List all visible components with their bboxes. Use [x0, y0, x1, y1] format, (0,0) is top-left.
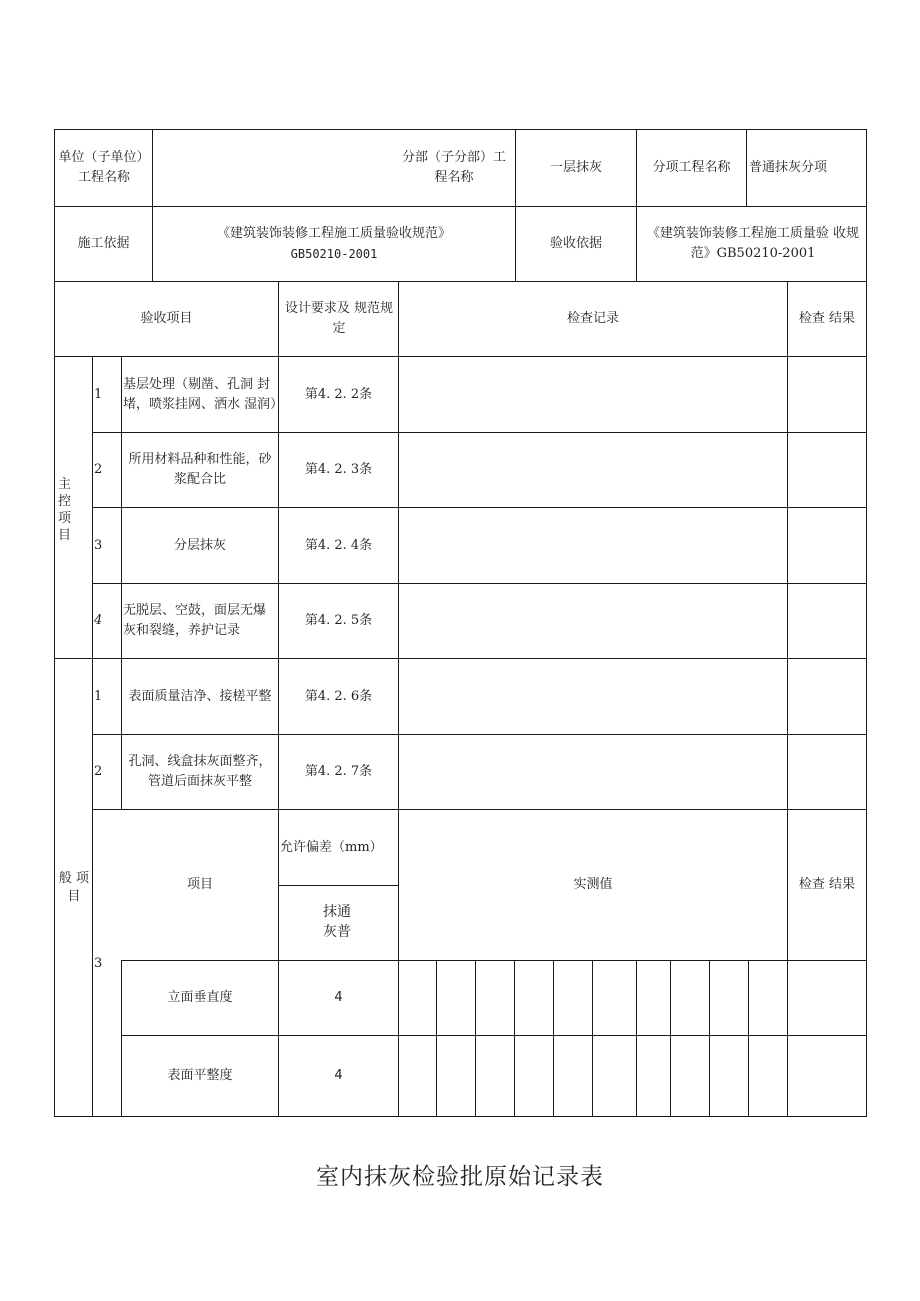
division-project-name-value: 一层抹灰: [549, 160, 602, 175]
measure-item-name: 立面垂直度: [167, 990, 233, 1005]
general-row-number: 3: [94, 956, 103, 971]
unit-project-name-label: 单位（子单位） 工程名称: [58, 150, 150, 185]
general-row-number: 2: [94, 764, 103, 779]
plaster-type-header: 抹通灰普: [323, 904, 351, 940]
tolerance-header: 允许偏差（mm）: [280, 839, 383, 855]
main-control-row-number: 3: [94, 537, 103, 553]
sub-item-header: 项目: [186, 877, 213, 892]
general-row-clause: 第4. 2. 6条: [304, 688, 373, 704]
main-control-row-number: 4: [94, 613, 103, 628]
general-row-clause: 第4. 2. 7条: [304, 764, 373, 779]
inspection-result-header: 检查 结果: [798, 311, 856, 326]
main-control-row-description: 所用材料品种和性能，砂浆配合比: [128, 452, 272, 487]
measure-item-tolerance: 4: [334, 1068, 343, 1083]
measured-value-header: 实测值: [573, 877, 613, 892]
general-row-description: 孔洞、线盒抹灰面整齐，管道后面抹灰平整: [128, 754, 272, 789]
main-control-row-clause: 第4. 2. 3条: [304, 462, 373, 477]
page-title: 室内抹灰检验批原始记录表: [316, 1164, 604, 1190]
subitem-project-name-label: 分项工程名称: [652, 160, 731, 175]
construction-basis-code: GB50210-2001: [290, 247, 378, 261]
subitem-project-name-value: 普通抹灰分项: [749, 160, 828, 175]
main-control-row-clause: 第4. 2. 5条: [304, 613, 373, 628]
measure-item-tolerance: 4: [334, 990, 343, 1005]
main-control-row-clause: 第4. 2. 4条: [304, 537, 373, 553]
acceptance-basis-label: 验收依据: [549, 236, 602, 251]
main-control-label: 主控项目: [58, 477, 72, 543]
construction-basis-value: [153, 224, 515, 264]
main-control-row-description: 分层抹灰: [173, 537, 226, 553]
construction-basis-label: 施工依据: [77, 236, 130, 251]
general-items-label: 般 项目: [58, 871, 90, 904]
main-control-row-number: 2: [94, 462, 103, 477]
inspection-record-header: 检查记录: [566, 311, 619, 326]
acceptance-basis-value: 《建筑装饰装修工程施工质量验 收规范》GB50210-2001: [646, 226, 860, 261]
acceptance-item-header: 验收项目: [140, 311, 193, 326]
main-control-row-description: 无脱层、空鼓，面层无爆灰和裂缝，养护记录: [123, 603, 267, 638]
construction-basis-text: 《建筑装饰装修工程施工质量验收规范》: [216, 226, 451, 241]
inspection-result-header-general: 检查 结果: [798, 877, 856, 892]
design-requirement-header: 设计要求及 规范规定: [284, 301, 394, 336]
main-control-row-description: 基层处理（剔凿、孔洞 封堵，喷浆挂网、洒水 湿润）: [123, 376, 284, 412]
main-control-row-clause: 第4. 2. 2条: [304, 386, 373, 402]
general-row-description: 表面质量洁净、接槎平整: [128, 688, 272, 704]
measure-item-name: 表面平整度: [167, 1068, 233, 1083]
main-control-row-number: 1: [94, 386, 103, 402]
general-row-number: 1: [94, 688, 103, 704]
division-project-name-label: 分部（子分部）工程名称: [401, 150, 506, 185]
